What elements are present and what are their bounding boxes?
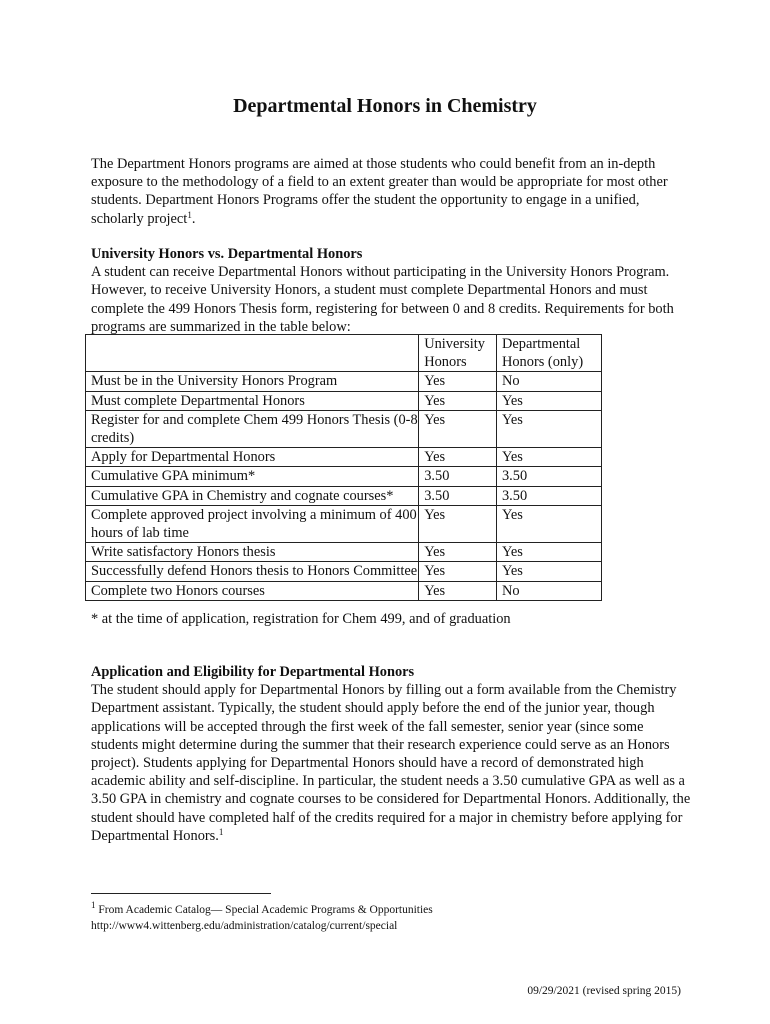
header-university: University Honors [419, 335, 497, 372]
page-title: Departmental Honors in Chemistry [233, 95, 537, 117]
footnote [91, 902, 433, 934]
requirement-cell: Must complete Departmental Honors [86, 391, 419, 410]
requirements-table [85, 334, 602, 601]
table-row [86, 581, 602, 600]
university-cell: Yes [419, 543, 497, 562]
footnote-marker: 1 [91, 900, 96, 910]
intro-end: . [191, 210, 196, 227]
departmental-cell: No [496, 581, 601, 600]
intro-paragraph [91, 155, 691, 228]
requirement-cell: Apply for Departmental Honors [86, 448, 419, 467]
table-row [86, 448, 602, 467]
university-cell: Yes [419, 505, 497, 542]
requirement-cell: Write satisfactory Honors thesis [86, 543, 419, 562]
footnote-url: http://www4.wittenberg.edu/administration/catalog/current/special [91, 920, 398, 932]
table-header-row [86, 335, 602, 372]
departmental-cell: Yes [496, 391, 601, 410]
departmental-cell: Yes [496, 505, 601, 542]
requirement-cell: Register for and complete Chem 499 Honors Thesis (0-8 credits) [86, 410, 419, 447]
requirement-cell: Cumulative GPA minimum* [86, 467, 419, 486]
table-row [86, 467, 602, 486]
university-cell: Yes [419, 372, 497, 391]
application-heading: Application and Eligibility for Departmental Honors [91, 664, 415, 680]
university-cell: Yes [419, 581, 497, 600]
application-section [91, 663, 691, 845]
departmental-cell: Yes [496, 448, 601, 467]
departmental-cell: 3.50 [496, 467, 601, 486]
footnote-source: From Academic Catalog— Special Academic Programs & Opportunities [95, 904, 433, 916]
revision-date: 09/29/2021 (revised spring 2015) [527, 985, 681, 997]
comparison-section [91, 245, 691, 336]
table-row [86, 410, 602, 447]
header-departmental: Departmental Honors (only) [496, 335, 601, 372]
university-cell: Yes [419, 562, 497, 581]
requirement-cell: Complete approved project involving a minimum of 400 hours of lab time [86, 505, 419, 542]
table-row [86, 562, 602, 581]
table-row [86, 372, 602, 391]
requirement-cell: Must be in the University Honors Program [86, 372, 419, 391]
requirement-cell: Successfully defend Honors thesis to Honors Committee [86, 562, 419, 581]
footnote-ref: 1 [218, 826, 224, 837]
departmental-cell: Yes [496, 410, 601, 447]
footnote-divider [91, 893, 271, 894]
university-cell: Yes [419, 391, 497, 410]
university-cell: 3.50 [419, 486, 497, 505]
header-blank-cell [86, 335, 419, 372]
departmental-cell: No [496, 372, 601, 391]
university-cell: 3.50 [419, 467, 497, 486]
footnote-ref: 1 [187, 209, 192, 220]
comparison-heading: University Honors vs. Departmental Honors [91, 246, 363, 262]
university-cell: Yes [419, 410, 497, 447]
table-row [86, 505, 602, 542]
intro-text: The Department Honors programs are aimed at those students who could benefit from an in-depth exposure to the methodology of a field to an extent greater than would be appropriate for most other students. Department Honors Programs offer the student the opportunity to engage in a unified, scholarly project [91, 156, 668, 227]
table-row [86, 543, 602, 562]
application-text: The student should apply for Departmental Honors by filling out a form available from the Chemistry Department assistant. Typically, the student should apply before the end of the junior year, though applications will be accepted through the first week of the fall semester, senior year (since some students might determine during the summer that their research experience could serve as an Honors project). Students applying for Departmental Honors should have a record of demonstrated high academic ability and self-discipline. In particular, the student needs a 3.50 cumulative GPA as well as a 3.50 GPA in chemistry and cognate courses to be considered for Departmental Honors. Additionally, the student should have completed half of the credits required for a major in chemistry before applying for Departmental Honors. [91, 682, 691, 844]
departmental-cell: Yes [496, 543, 601, 562]
table-row [86, 391, 602, 410]
table-row [86, 486, 602, 505]
requirement-cell: Cumulative GPA in Chemistry and cognate courses* [86, 486, 419, 505]
departmental-cell: 3.50 [496, 486, 601, 505]
comparison-text: A student can receive Departmental Honors without participating in the University Honors Program. However, to receive University Honors, a student must complete Departmental Honors and must complete the 499 Honors Thesis form, registering for between 0 and 8 credits. Requirements for both programs are summarized in the table below: [91, 264, 674, 335]
university-cell: Yes [419, 448, 497, 467]
requirement-cell: Complete two Honors courses [86, 581, 419, 600]
departmental-cell: Yes [496, 562, 601, 581]
table-note: * at the time of application, registration for Chem 499, and of graduation [91, 611, 511, 627]
